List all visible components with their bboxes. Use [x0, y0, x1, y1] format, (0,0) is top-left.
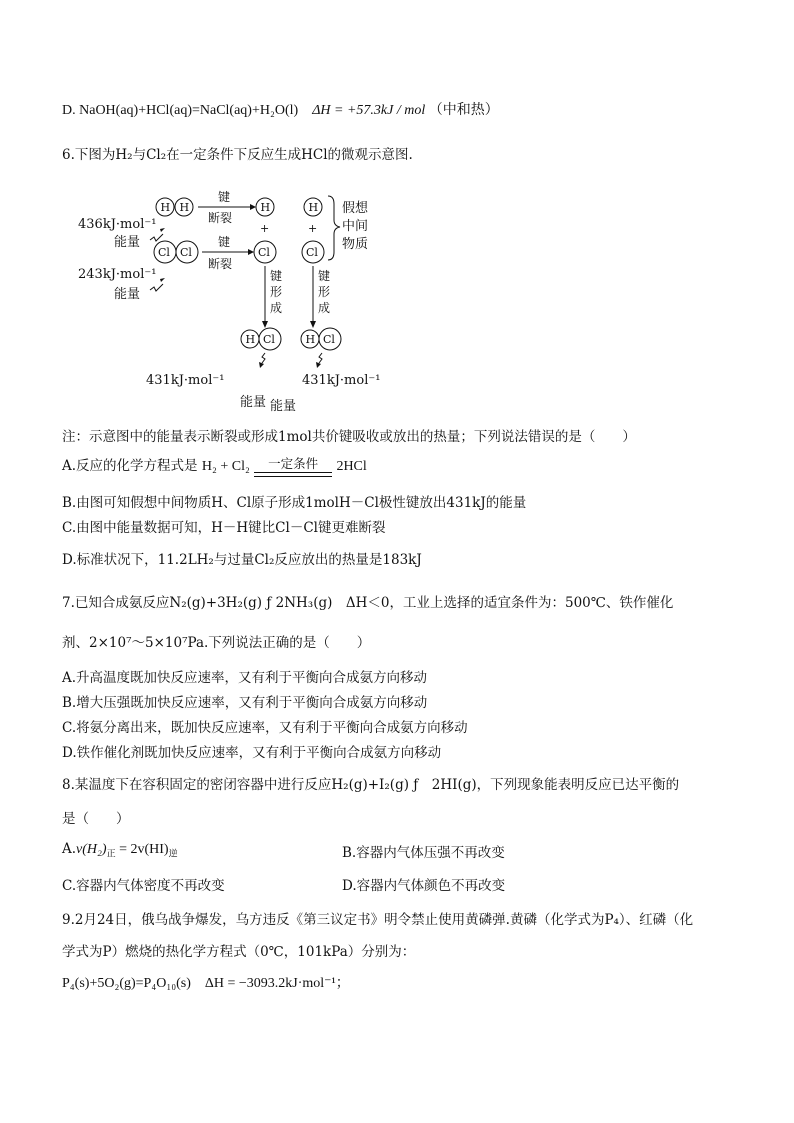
- energy-label: 能量: [114, 287, 141, 302]
- energy-hcl-value: 431kJ·mol⁻¹: [146, 373, 225, 388]
- question-6-note: 注：示意图中的能量表示断裂或形成1mol共价键吸收或放出的热量；下列说法错误的是（ ）: [62, 429, 636, 445]
- atom-cl: Cl: [180, 246, 192, 259]
- reaction-condition: [254, 457, 332, 477]
- hypo-label: 物质: [342, 237, 369, 252]
- brace: [328, 196, 340, 260]
- question-6-option-c: C.由图中能量数据可知，H－H键比Cl－Cl键更难断裂: [62, 520, 386, 536]
- condition-text: 一定条件: [268, 455, 319, 471]
- label-break: 断裂: [208, 211, 233, 225]
- energy-label: 能量: [270, 399, 297, 414]
- label-bond: 键: [270, 269, 283, 283]
- option-a-rhs: 2HCl: [336, 459, 367, 474]
- atom-h: H: [179, 201, 190, 214]
- equation: NaOH(aq)+HCl(aq)=NaCl(aq)+H₂O(l): [79, 103, 299, 118]
- hcl-molecule: [241, 328, 281, 350]
- label-bond: 键: [218, 190, 231, 204]
- question-6-option-b: B.由图可知假想中间物质H、Cl原子形成1molH－Cl极性键放出431kJ的能量: [62, 495, 527, 511]
- release-arrow: [319, 353, 322, 363]
- question-9-equation: P₄(s)+5O₂(g)=P₄O₁₀(s) ΔH = −3093.2kJ·mol⁻¹；: [62, 976, 350, 991]
- atom-cl: Cl: [158, 246, 170, 259]
- atom-h: H: [305, 333, 316, 346]
- energy-clcl-value: 243kJ·mol⁻¹: [78, 267, 157, 282]
- question-7-option-c: C.将氨分离出来，既加快反应速率，又有利于平衡向合成氨方向移动: [62, 720, 468, 736]
- note: （中和热）: [428, 103, 499, 118]
- question-6-option-a: [62, 454, 367, 477]
- label-form: 成: [270, 301, 283, 315]
- question-8-option-d: D.容器内气体颜色不再改变: [342, 878, 506, 894]
- question-8-stem: 8.某温度下在容积固定的密闭容器中进行反应H₂(g)+I₂(g) ƒ 2HI(g)，下列现象能表明反应已达平衡的: [62, 777, 680, 793]
- hcl-reaction-diagram: [70, 190, 410, 415]
- question-7-stem: 7.已知合成氨反应N₂(g)+3H₂(g) ƒ 2NH₃(g) ΔH＜0，工业上选择的适宜条件为：500℃、铁作催化: [62, 595, 674, 611]
- rate-h2: v(H₂): [76, 842, 107, 857]
- question-7-stem-cont: 剂、2×10⁷～5×10⁷Pa.下列说法正确的是（ ）: [62, 635, 371, 651]
- double-line: [254, 472, 332, 477]
- release-arrow: [262, 353, 265, 363]
- energy-hh-value: 436kJ·mol⁻¹: [78, 217, 157, 232]
- h2-molecule: [156, 198, 193, 216]
- plus-sign: +: [308, 222, 318, 235]
- question-8-stem-cont: 是（ ）: [62, 811, 130, 827]
- question-6-stem: 6.下图为H₂与Cl₂在一定条件下反应生成HCl的微观示意图.: [62, 147, 413, 163]
- atom-h: H: [260, 201, 271, 214]
- cl2-molecule: [154, 241, 198, 263]
- energy-hcl-value: 431kJ·mol⁻¹: [302, 373, 381, 388]
- energy-label: 能量: [114, 235, 141, 250]
- option-a-prefix: A.反应的化学方程式是: [62, 458, 198, 474]
- atom-h: H: [308, 201, 319, 214]
- hypo-label: 假想: [342, 201, 369, 216]
- question-8-option-c: C.容器内气体密度不再改变: [62, 878, 225, 894]
- question-9-stem: 9.2月24日，俄乌战争爆发，乌方违反《第三议定书》明令禁止使用黄磷弹.黄磷（化学式为P₄）、红磷（化: [62, 912, 694, 928]
- question-8-option-b: B.容器内气体压强不再改变: [342, 845, 505, 861]
- question-9-stem-cont: 学式为P）燃烧的热化学方程式（0℃，101kPa）分别为：: [62, 944, 416, 960]
- label-form: 形: [318, 285, 331, 299]
- option-a-prefix: A.: [62, 841, 77, 857]
- question-7-option-a: A.升高温度既加快反应速率，又有利于平衡向合成氨方向移动: [62, 670, 428, 686]
- atom-h: H: [245, 333, 256, 346]
- question-7-option-d: D.铁作催化剂既加快反应速率，又有利于平衡向合成氨方向移动: [62, 745, 442, 761]
- reverse-sub: 逆: [168, 849, 178, 860]
- question-8-option-a: [62, 841, 178, 860]
- question-6-option-d: D.标准状况下，11.2LH₂与过量Cl₂反应放出的热量是183kJ: [62, 552, 422, 568]
- option-label: D.: [62, 103, 76, 118]
- atom-cl: Cl: [323, 333, 335, 346]
- forward-sub: 正: [106, 849, 116, 860]
- label-break: 断裂: [208, 257, 233, 271]
- atom-h: H: [160, 201, 171, 214]
- rate-hi: = 2v(HI): [115, 842, 169, 857]
- hcl-molecule: [301, 328, 341, 350]
- delta-h: ΔH = +57.3kJ / mol: [312, 103, 426, 118]
- atom-cl: Cl: [263, 333, 275, 346]
- energy-arrow: [150, 284, 163, 291]
- energy-label: 能量: [240, 395, 267, 410]
- option-a-lhs: H₂ + Cl₂: [201, 459, 250, 474]
- plus-sign: +: [260, 222, 270, 235]
- atom-cl: Cl: [306, 246, 318, 259]
- option-d-line: [62, 99, 499, 119]
- energy-arrow: [150, 234, 163, 241]
- label-bond: 键: [318, 269, 331, 283]
- question-7-option-b: B.增大压强既加快反应速率，又有利于平衡向合成氨方向移动: [62, 695, 428, 711]
- atom-cl: Cl: [258, 246, 270, 259]
- label-form: 成: [318, 301, 331, 315]
- hypo-label: 中间: [342, 219, 369, 234]
- label-bond: 键: [218, 235, 231, 249]
- label-form: 形: [270, 285, 283, 299]
